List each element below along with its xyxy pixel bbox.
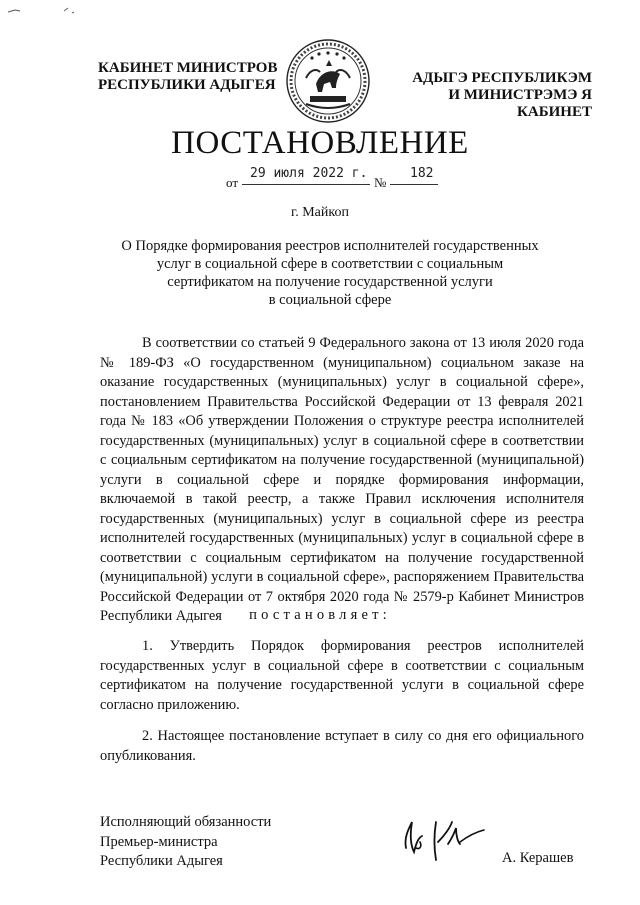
date-number-line (226, 166, 456, 190)
resolves-word: постановляет: (249, 607, 391, 623)
document-title: ПОСТАНОВЛЕНИЕ (171, 125, 469, 161)
header-right-org (372, 70, 592, 121)
position-line: Республики Адыгея (100, 853, 223, 869)
preamble-paragraph: В соответствии со статьей 9 Федерального закона от 13 июля 2020 года № 189-ФЗ «О государственном (муниципальном) социальном заказе на оказание государственных (муниципальных) услуг в социальной сфере», постановлением Правительства Российской Федерации от 13 февраля 2021 года № 183 «Об утверждении Положения о структуре реестра исполнителей государственных (муниципальных) услуг в социальной сфере в соответствии с социальным сертификатом на получение государственной (муниципальной) услуги в социальной сфере и порядке формирования информации, включаемой в такой реестр, а также Правил исключения исполнителя государственных (муниципальных) услуг в социальной сфере из реестра исполнителей государственных (муниципальных) услуг в социальной сфере в соответствии с социальным сертификатом на получение государственной (муниципальной) услуги в социальной сфере», распоряжением Правительства Российской Федерации от 7 октября 2020 года № 2579-р Кабинет Министров Республики Адыгея (100, 335, 584, 624)
coat-of-arms-icon (282, 38, 374, 124)
handwritten-signature (392, 808, 492, 866)
document-subject (100, 237, 560, 309)
header-left-line1: КАБИНЕТ МИНИСТРОВ (98, 60, 278, 76)
position-line: Исполняющий обязанности (100, 814, 272, 830)
subject-line: услуг в социальной сфере в соответствии с социальным (156, 256, 504, 272)
header-left-org (98, 60, 278, 94)
number-underline (390, 184, 438, 185)
header-right-line2: И МИНИСТРЭМЭ Я КАБИНЕТ (448, 87, 592, 120)
header-right-line1: АДЫГЭ РЕСПУБЛИКЭМ (412, 70, 592, 86)
item-2-paragraph: 2. Настоящее постановление вступает в силу со дня его официального опубликования. (100, 728, 584, 764)
position-line: Премьер-министра (100, 833, 218, 850)
signatory-position (100, 813, 271, 872)
subject-line: О Порядке формирования реестров исполнителей государственных (121, 238, 539, 254)
date-value: 29 июля 2022 г. (250, 166, 368, 181)
header-left-line2: РЕСПУБЛИКИ АДЫГЕЯ (98, 77, 276, 93)
signatory-name: А. Керашев (502, 850, 574, 866)
date-underline (242, 184, 370, 185)
date-prefix: от (226, 175, 239, 190)
subject-line: сертификатом на получение государственной услуги (167, 274, 493, 290)
number-prefix: № (374, 175, 387, 190)
city: г. Майкоп (291, 205, 349, 220)
subject-line: в социальной сфере (268, 292, 392, 308)
scan-marks (6, 4, 86, 18)
item-1-paragraph: 1. Утвердить Порядок формирования реестров исполнителей государственных услуг в социальной сфере в соответствии с социальным сертификатом на получение государственной услуги в социальной сфере согласно приложению. (100, 638, 584, 713)
number-value: 182 (410, 166, 434, 181)
